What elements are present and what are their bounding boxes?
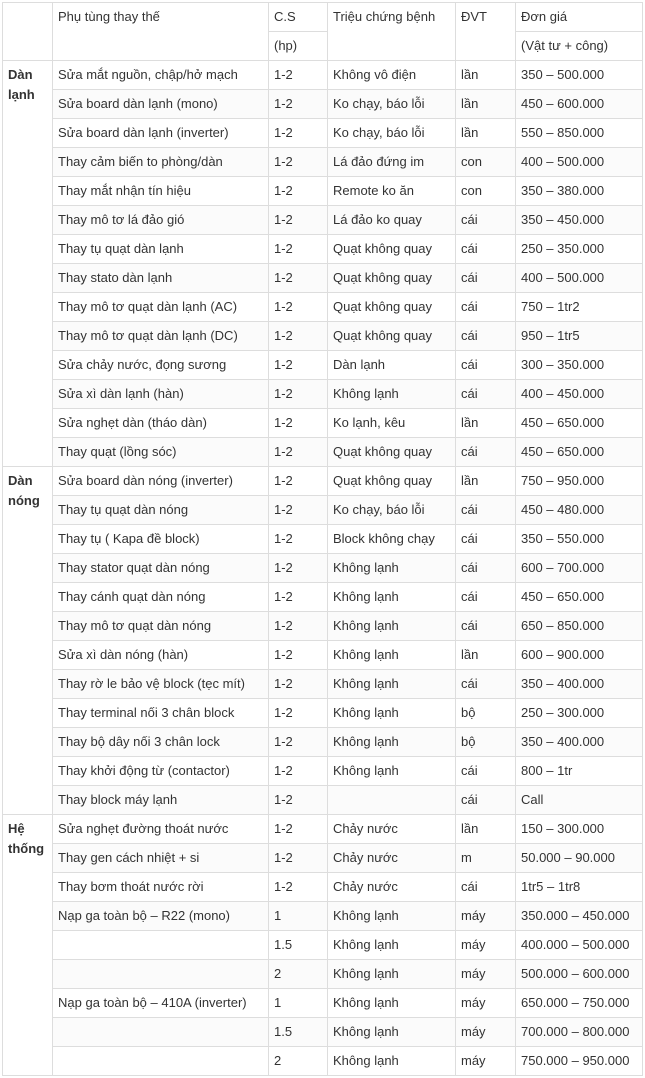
- cell-symptom: Không lạnh: [328, 380, 456, 409]
- table-row: [3, 989, 643, 1018]
- cell-unit: cái: [456, 438, 516, 467]
- cell-price: 450 – 650.000: [516, 583, 643, 612]
- cell-unit: lần: [456, 815, 516, 844]
- cell-symptom: Quạt không quay: [328, 293, 456, 322]
- header-cs: C.S: [269, 3, 328, 32]
- header-unit: ĐVT: [456, 3, 516, 61]
- header-price: Đơn giá: [516, 3, 643, 32]
- table-row: [3, 786, 643, 815]
- cell-price: 300 – 350.000: [516, 351, 643, 380]
- table-row: [3, 467, 643, 496]
- header-group-cell: [3, 3, 53, 61]
- table-row: [3, 1047, 643, 1076]
- cell-unit: bộ: [456, 728, 516, 757]
- cell-unit: cái: [456, 206, 516, 235]
- cell-part: Thay tụ quạt dàn lạnh: [53, 235, 269, 264]
- cell-symptom: Không lạnh: [328, 1047, 456, 1076]
- cell-price: 600 – 900.000: [516, 641, 643, 670]
- cell-price: 950 – 1tr5: [516, 322, 643, 351]
- cell-cs: 1-2: [269, 786, 328, 815]
- cell-price: 250 – 300.000: [516, 699, 643, 728]
- cell-part: Thay rờ le bảo vệ block (tẹc mít): [53, 670, 269, 699]
- cell-cs: 1-2: [269, 206, 328, 235]
- table-row: [3, 148, 643, 177]
- cell-part: Sửa nghẹt đường thoát nước: [53, 815, 269, 844]
- cell-cs: 1-2: [269, 409, 328, 438]
- cell-price: 750 – 1tr2: [516, 293, 643, 322]
- cell-symptom: Quạt không quay: [328, 322, 456, 351]
- table-row: [3, 380, 643, 409]
- table-row: [3, 264, 643, 293]
- table-row: [3, 235, 643, 264]
- cell-cs: 1-2: [269, 351, 328, 380]
- cell-cs: 1-2: [269, 177, 328, 206]
- group-label: Dàn lạnh: [3, 61, 53, 467]
- cell-unit: máy: [456, 989, 516, 1018]
- cell-symptom: Quạt không quay: [328, 438, 456, 467]
- cell-price: 600 – 700.000: [516, 554, 643, 583]
- table-row: [3, 699, 643, 728]
- cell-unit: máy: [456, 1018, 516, 1047]
- cell-part: Sửa board dàn lạnh (mono): [53, 90, 269, 119]
- cell-cs: 1-2: [269, 496, 328, 525]
- cell-price: 450 – 650.000: [516, 438, 643, 467]
- cell-cs: 1-2: [269, 438, 328, 467]
- cell-cs: 1-2: [269, 612, 328, 641]
- cell-unit: cái: [456, 264, 516, 293]
- cell-cs: 1-2: [269, 90, 328, 119]
- cell-price: 50.000 – 90.000: [516, 844, 643, 873]
- cell-symptom: Không lạnh: [328, 612, 456, 641]
- cell-unit: cái: [456, 380, 516, 409]
- cell-cs: 1-2: [269, 61, 328, 90]
- cell-unit: cái: [456, 583, 516, 612]
- table-row: [3, 728, 643, 757]
- cell-unit: cái: [456, 786, 516, 815]
- cell-symptom: Không lạnh: [328, 757, 456, 786]
- cell-price: 450 – 600.000: [516, 90, 643, 119]
- cell-unit: cái: [456, 757, 516, 786]
- table-row: [3, 583, 643, 612]
- cell-price: 650.000 – 750.000: [516, 989, 643, 1018]
- cell-part: Thay gen cách nhiệt + si: [53, 844, 269, 873]
- cell-price: 500.000 – 600.000: [516, 960, 643, 989]
- cell-cs: 1-2: [269, 873, 328, 902]
- cell-part: [53, 960, 269, 989]
- cell-price: 350 – 380.000: [516, 177, 643, 206]
- cell-symptom: Ko chạy, báo lỗi: [328, 90, 456, 119]
- cell-unit: lần: [456, 61, 516, 90]
- cell-unit: máy: [456, 931, 516, 960]
- cell-cs: 1-2: [269, 264, 328, 293]
- cell-unit: bộ: [456, 699, 516, 728]
- table-row: [3, 409, 643, 438]
- cell-unit: cái: [456, 351, 516, 380]
- cell-cs: 1-2: [269, 235, 328, 264]
- cell-unit: máy: [456, 1047, 516, 1076]
- cell-symptom: Quạt không quay: [328, 264, 456, 293]
- cell-unit: lần: [456, 467, 516, 496]
- group-label: Dàn nóng: [3, 467, 53, 815]
- table-row: [3, 641, 643, 670]
- cell-cs: 1-2: [269, 757, 328, 786]
- cell-price: 350 – 550.000: [516, 525, 643, 554]
- cell-price: 450 – 480.000: [516, 496, 643, 525]
- table-row: [3, 815, 643, 844]
- cell-symptom: Quạt không quay: [328, 235, 456, 264]
- table-row: [3, 525, 643, 554]
- cell-unit: cái: [456, 293, 516, 322]
- header-row: [3, 3, 643, 32]
- cell-cs: 1-2: [269, 148, 328, 177]
- cell-symptom: Quạt không quay: [328, 467, 456, 496]
- cell-part: Sửa mắt nguồn, chập/hở mạch: [53, 61, 269, 90]
- cell-symptom: Ko chạy, báo lỗi: [328, 496, 456, 525]
- cell-unit: lần: [456, 119, 516, 148]
- table-row: [3, 119, 643, 148]
- cell-cs: 1-2: [269, 467, 328, 496]
- table-row: [3, 438, 643, 467]
- cell-unit: cái: [456, 322, 516, 351]
- cell-symptom: Chảy nước: [328, 815, 456, 844]
- cell-part: Thay bơm thoát nước rời: [53, 873, 269, 902]
- price-table-body: [3, 3, 643, 1076]
- table-row: [3, 960, 643, 989]
- cell-unit: con: [456, 177, 516, 206]
- cell-part: Thay cánh quạt dàn nóng: [53, 583, 269, 612]
- cell-unit: cái: [456, 235, 516, 264]
- cell-cs: 1-2: [269, 815, 328, 844]
- table-row: [3, 90, 643, 119]
- cell-symptom: Không lạnh: [328, 641, 456, 670]
- cell-part: Thay mô tơ quạt dàn lạnh (DC): [53, 322, 269, 351]
- cell-symptom: Không lạnh: [328, 699, 456, 728]
- table-row: [3, 1018, 643, 1047]
- cell-cs: 1: [269, 989, 328, 1018]
- table-row: [3, 844, 643, 873]
- table-row: [3, 293, 643, 322]
- cell-part: Thay stator quạt dàn nóng: [53, 554, 269, 583]
- cell-symptom: Không lạnh: [328, 1018, 456, 1047]
- table-row: [3, 554, 643, 583]
- table-row: [3, 757, 643, 786]
- cell-cs: 1-2: [269, 641, 328, 670]
- cell-unit: lần: [456, 90, 516, 119]
- cell-price: 700.000 – 800.000: [516, 1018, 643, 1047]
- cell-part: Sửa nghẹt dàn (tháo dàn): [53, 409, 269, 438]
- cell-unit: cái: [456, 554, 516, 583]
- table-row: [3, 351, 643, 380]
- cell-unit: máy: [456, 902, 516, 931]
- cell-part: Thay tụ ( Kapa đề block): [53, 525, 269, 554]
- cell-cs: 1-2: [269, 583, 328, 612]
- cell-cs: 1-2: [269, 728, 328, 757]
- header-cs-unit: (hp): [269, 32, 328, 61]
- cell-symptom: Không lạnh: [328, 728, 456, 757]
- cell-symptom: Không lạnh: [328, 670, 456, 699]
- cell-unit: con: [456, 148, 516, 177]
- cell-part: Thay stato dàn lạnh: [53, 264, 269, 293]
- cell-price: 450 – 650.000: [516, 409, 643, 438]
- cell-price: 150 – 300.000: [516, 815, 643, 844]
- cell-part: Thay tụ quạt dàn nóng: [53, 496, 269, 525]
- cell-price: 800 – 1tr: [516, 757, 643, 786]
- cell-price: 400 – 500.000: [516, 148, 643, 177]
- cell-cs: 1-2: [269, 525, 328, 554]
- cell-part: Thay terminal nối 3 chân block: [53, 699, 269, 728]
- cell-price: 750.000 – 950.000: [516, 1047, 643, 1076]
- cell-unit: cái: [456, 496, 516, 525]
- table-row: [3, 206, 643, 235]
- cell-cs: 2: [269, 1047, 328, 1076]
- cell-part: Sửa xì dàn lạnh (hàn): [53, 380, 269, 409]
- cell-part: Sửa xì dàn nóng (hàn): [53, 641, 269, 670]
- cell-cs: 1-2: [269, 699, 328, 728]
- cell-unit: lần: [456, 409, 516, 438]
- cell-symptom: Không lạnh: [328, 554, 456, 583]
- cell-symptom: Không lạnh: [328, 902, 456, 931]
- cell-cs: 1-2: [269, 670, 328, 699]
- cell-price: 350 – 400.000: [516, 670, 643, 699]
- table-row: [3, 612, 643, 641]
- table-row: [3, 61, 643, 90]
- cell-unit: m: [456, 844, 516, 873]
- cell-symptom: Dàn lạnh: [328, 351, 456, 380]
- cell-price: 550 – 850.000: [516, 119, 643, 148]
- price-table: [2, 2, 643, 1076]
- cell-part: Thay mô tơ quạt dàn nóng: [53, 612, 269, 641]
- cell-price: 1tr5 – 1tr8: [516, 873, 643, 902]
- cell-cs: 2: [269, 960, 328, 989]
- table-row: [3, 931, 643, 960]
- table-row: [3, 902, 643, 931]
- cell-price: Call: [516, 786, 643, 815]
- cell-symptom: Remote ko ăn: [328, 177, 456, 206]
- cell-cs: 1.5: [269, 1018, 328, 1047]
- cell-part: [53, 931, 269, 960]
- cell-price: 650 – 850.000: [516, 612, 643, 641]
- cell-cs: 1-2: [269, 380, 328, 409]
- cell-price: 400 – 500.000: [516, 264, 643, 293]
- cell-part: Thay mô tơ quạt dàn lạnh (AC): [53, 293, 269, 322]
- cell-unit: cái: [456, 670, 516, 699]
- cell-part: Thay block máy lạnh: [53, 786, 269, 815]
- cell-symptom: Ko lạnh, kêu: [328, 409, 456, 438]
- table-row: [3, 496, 643, 525]
- cell-part: Sửa board dàn nóng (inverter): [53, 467, 269, 496]
- cell-part: Sửa chảy nước, đọng sương: [53, 351, 269, 380]
- cell-cs: 1-2: [269, 119, 328, 148]
- cell-symptom: Không lạnh: [328, 989, 456, 1018]
- cell-cs: 1-2: [269, 844, 328, 873]
- cell-cs: 1-2: [269, 322, 328, 351]
- cell-symptom: Lá đảo ko quay: [328, 206, 456, 235]
- cell-part: Nạp ga toàn bộ – R22 (mono): [53, 902, 269, 931]
- header-symptom: Triệu chứng bệnh: [328, 3, 456, 61]
- cell-cs: 1-2: [269, 293, 328, 322]
- cell-price: 750 – 950.000: [516, 467, 643, 496]
- header-part: Phụ tùng thay thế: [53, 3, 269, 61]
- cell-symptom: Không vô điện: [328, 61, 456, 90]
- cell-cs: 1.5: [269, 931, 328, 960]
- cell-symptom: Block không chạy: [328, 525, 456, 554]
- cell-part: [53, 1018, 269, 1047]
- cell-part: Sửa board dàn lạnh (inverter): [53, 119, 269, 148]
- cell-symptom: Ko chạy, báo lỗi: [328, 119, 456, 148]
- cell-price: 250 – 350.000: [516, 235, 643, 264]
- cell-symptom: [328, 786, 456, 815]
- cell-unit: cái: [456, 873, 516, 902]
- cell-cs: 1-2: [269, 554, 328, 583]
- cell-symptom: Không lạnh: [328, 960, 456, 989]
- cell-part: Thay mô tơ lá đảo gió: [53, 206, 269, 235]
- cell-price: 350.000 – 450.000: [516, 902, 643, 931]
- cell-price: 350 – 400.000: [516, 728, 643, 757]
- cell-unit: cái: [456, 525, 516, 554]
- header-price-note: (Vật tư + công): [516, 32, 643, 61]
- cell-part: Nạp ga toàn bộ – 410A (inverter): [53, 989, 269, 1018]
- cell-unit: lần: [456, 641, 516, 670]
- cell-price: 350 – 450.000: [516, 206, 643, 235]
- cell-price: 400 – 450.000: [516, 380, 643, 409]
- cell-symptom: Chảy nước: [328, 844, 456, 873]
- cell-price: 350 – 500.000: [516, 61, 643, 90]
- cell-symptom: Lá đảo đứng im: [328, 148, 456, 177]
- cell-part: Thay mắt nhận tín hiệu: [53, 177, 269, 206]
- table-row: [3, 177, 643, 206]
- cell-part: Thay bộ dây nối 3 chân lock: [53, 728, 269, 757]
- cell-unit: máy: [456, 960, 516, 989]
- cell-symptom: Chảy nước: [328, 873, 456, 902]
- table-row: [3, 322, 643, 351]
- cell-unit: cái: [456, 612, 516, 641]
- cell-symptom: Không lạnh: [328, 931, 456, 960]
- cell-part: [53, 1047, 269, 1076]
- cell-part: Thay cảm biến to phòng/dàn: [53, 148, 269, 177]
- group-label: Hệ thống: [3, 815, 53, 1076]
- cell-part: Thay quạt (lồng sóc): [53, 438, 269, 467]
- cell-symptom: Không lạnh: [328, 583, 456, 612]
- cell-price: 400.000 – 500.000: [516, 931, 643, 960]
- cell-cs: 1: [269, 902, 328, 931]
- cell-part: Thay khởi động từ (contactor): [53, 757, 269, 786]
- table-row: [3, 670, 643, 699]
- table-row: [3, 873, 643, 902]
